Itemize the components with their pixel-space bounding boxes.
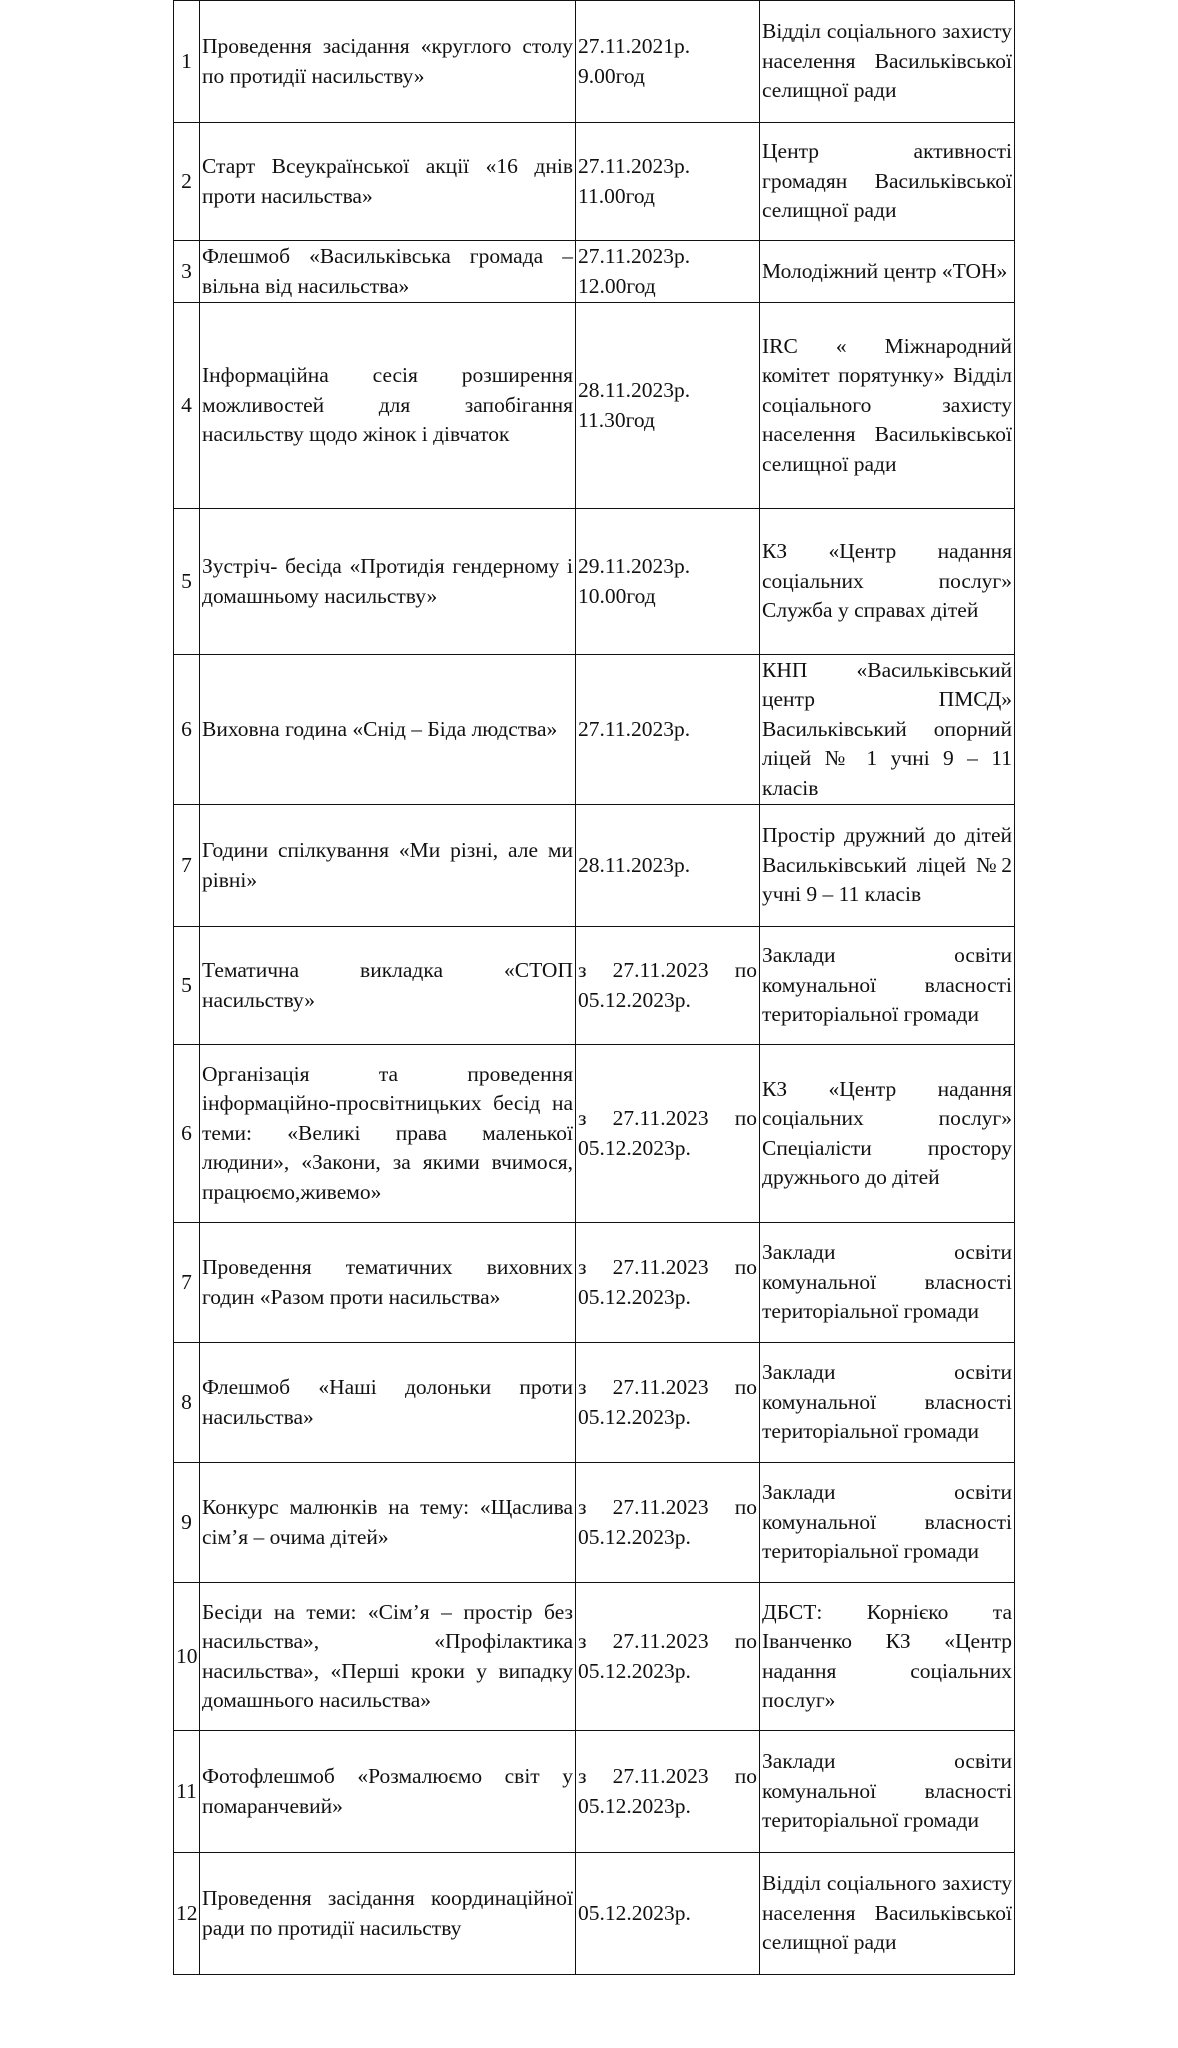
date-cell: 29.11.2023р. 10.00год bbox=[576, 509, 760, 655]
event-cell: Зустріч- бесіда «Протидія гендерному і домашньому насильству» bbox=[200, 509, 576, 655]
date-cell: з 27.11.2023 по 05.12.2023р. bbox=[576, 1223, 760, 1343]
date-cell: з 27.11.2023 по 05.12.2023р. bbox=[576, 1463, 760, 1583]
row-number: 3 bbox=[174, 241, 200, 303]
date-cell: з 27.11.2023 по 05.12.2023р. bbox=[576, 927, 760, 1045]
date-cell: з 27.11.2023 по 05.12.2023р. bbox=[576, 1731, 760, 1853]
row-number: 6 bbox=[174, 1045, 200, 1223]
date-cell: з 27.11.2023 по 05.12.2023р. bbox=[576, 1045, 760, 1223]
event-cell: Проведення засідання «круглого столу по протидії насильству» bbox=[200, 1, 576, 123]
date-cell: 27.11.2023р. 12.00год bbox=[576, 241, 760, 303]
row-number: 5 bbox=[174, 927, 200, 1045]
responsible-cell: КЗ «Центр надання соціальних послуг» Спеціалісти простору дружнього до дітей bbox=[760, 1045, 1015, 1223]
events-table bbox=[173, 0, 1015, 1975]
event-cell: Організація та проведення інформаційно-просвітницьких бесід на теми: «Великі права маленької людини», «Закони, за якими вчимося, працюємо,живемо» bbox=[200, 1045, 576, 1223]
event-cell: Старт Всеукраїнської акції «16 днів проти насильства» bbox=[200, 123, 576, 241]
responsible-cell: Відділ соціального захисту населення Васильківської селищної ради bbox=[760, 1, 1015, 123]
table-row bbox=[174, 1343, 1015, 1463]
responsible-cell: ДБСТ: Корнієко та Іванченко КЗ «Центр надання соціальних послуг» bbox=[760, 1583, 1015, 1731]
row-number: 9 bbox=[174, 1463, 200, 1583]
row-number: 11 bbox=[174, 1731, 200, 1853]
event-cell: Фотофлешмоб «Розмалюємо світ у помаранчевий» bbox=[200, 1731, 576, 1853]
responsible-cell: Заклади освіти комунальної власності територіальної громади bbox=[760, 1343, 1015, 1463]
responsible-cell: КНП «Васильківський центр ПМСД» Васильківський опорний ліцей № 1 учні 9 – 11 класів bbox=[760, 655, 1015, 805]
responsible-cell: Відділ соціального захисту населення Васильківської селищної ради bbox=[760, 1853, 1015, 1975]
table-row bbox=[174, 1223, 1015, 1343]
responsible-cell: Молодіжний центр «ТОН» bbox=[760, 241, 1015, 303]
table-row bbox=[174, 1463, 1015, 1583]
table-row bbox=[174, 1583, 1015, 1731]
responsible-cell: Заклади освіти комунальної власності територіальної громади bbox=[760, 1731, 1015, 1853]
table-row bbox=[174, 509, 1015, 655]
event-cell: Флешмоб «Васильківська громада – вільна від насильства» bbox=[200, 241, 576, 303]
responsible-cell: Простір дружний до дітей Васильківський ліцей №2 учні 9 – 11 класів bbox=[760, 805, 1015, 927]
date-cell: 27.11.2023р. bbox=[576, 655, 760, 805]
event-cell: Бесіди на теми: «Сім’я – простір без насильства», «Профілактика насильства», «Перші кроки у випадку домашнього насильства» bbox=[200, 1583, 576, 1731]
event-cell: Тематична викладка «СТОП насильству» bbox=[200, 927, 576, 1045]
date-cell: з 27.11.2023 по 05.12.2023р. bbox=[576, 1343, 760, 1463]
responsible-cell: IRC « Міжнародний комітет порятунку» Відділ соціального захисту населення Васильківської селищної ради bbox=[760, 303, 1015, 509]
date-cell: 27.11.2023р. 11.00год bbox=[576, 123, 760, 241]
row-number: 10 bbox=[174, 1583, 200, 1731]
date-cell: 27.11.2021р. 9.00год bbox=[576, 1, 760, 123]
row-number: 7 bbox=[174, 805, 200, 927]
event-cell: Флешмоб «Наші долоньки проти насильства» bbox=[200, 1343, 576, 1463]
table-row bbox=[174, 241, 1015, 303]
table-row bbox=[174, 1, 1015, 123]
table-row bbox=[174, 1731, 1015, 1853]
row-number: 4 bbox=[174, 303, 200, 509]
event-cell: Інформаційна сесія розширення можливостей для запобігання насильству щодо жінок і дівчаток bbox=[200, 303, 576, 509]
table-row bbox=[174, 303, 1015, 509]
row-number: 8 bbox=[174, 1343, 200, 1463]
table-row bbox=[174, 123, 1015, 241]
row-number: 1 bbox=[174, 1, 200, 123]
event-cell: Проведення тематичних виховних годин «Разом проти насильства» bbox=[200, 1223, 576, 1343]
responsible-cell: Заклади освіти комунальної власності територіальної громади bbox=[760, 1223, 1015, 1343]
responsible-cell: КЗ «Центр надання соціальних послуг» Служба у справах дітей bbox=[760, 509, 1015, 655]
event-cell: Проведення засідання координаційної ради по протидії насильству bbox=[200, 1853, 576, 1975]
responsible-cell: Заклади освіти комунальної власності територіальної громади bbox=[760, 1463, 1015, 1583]
table-row bbox=[174, 655, 1015, 805]
date-cell: з 27.11.2023 по 05.12.2023р. bbox=[576, 1583, 760, 1731]
date-cell: 05.12.2023р. bbox=[576, 1853, 760, 1975]
date-cell: 28.11.2023р. 11.30год bbox=[576, 303, 760, 509]
row-number: 2 bbox=[174, 123, 200, 241]
table-row bbox=[174, 927, 1015, 1045]
responsible-cell: Заклади освіти комунальної власності територіальної громади bbox=[760, 927, 1015, 1045]
table-row bbox=[174, 805, 1015, 927]
event-cell: Виховна година «Снід – Біда людства» bbox=[200, 655, 576, 805]
event-cell: Конкурс малюнків на тему: «Щаслива сім’я – очима дітей» bbox=[200, 1463, 576, 1583]
row-number: 6 bbox=[174, 655, 200, 805]
row-number: 7 bbox=[174, 1223, 200, 1343]
row-number: 5 bbox=[174, 509, 200, 655]
table-row bbox=[174, 1853, 1015, 1975]
responsible-cell: Центр активності громадян Васильківської селищної ради bbox=[760, 123, 1015, 241]
row-number: 12 bbox=[174, 1853, 200, 1975]
date-cell: 28.11.2023р. bbox=[576, 805, 760, 927]
event-cell: Години спілкування «Ми різні, але ми рівні» bbox=[200, 805, 576, 927]
table-row bbox=[174, 1045, 1015, 1223]
